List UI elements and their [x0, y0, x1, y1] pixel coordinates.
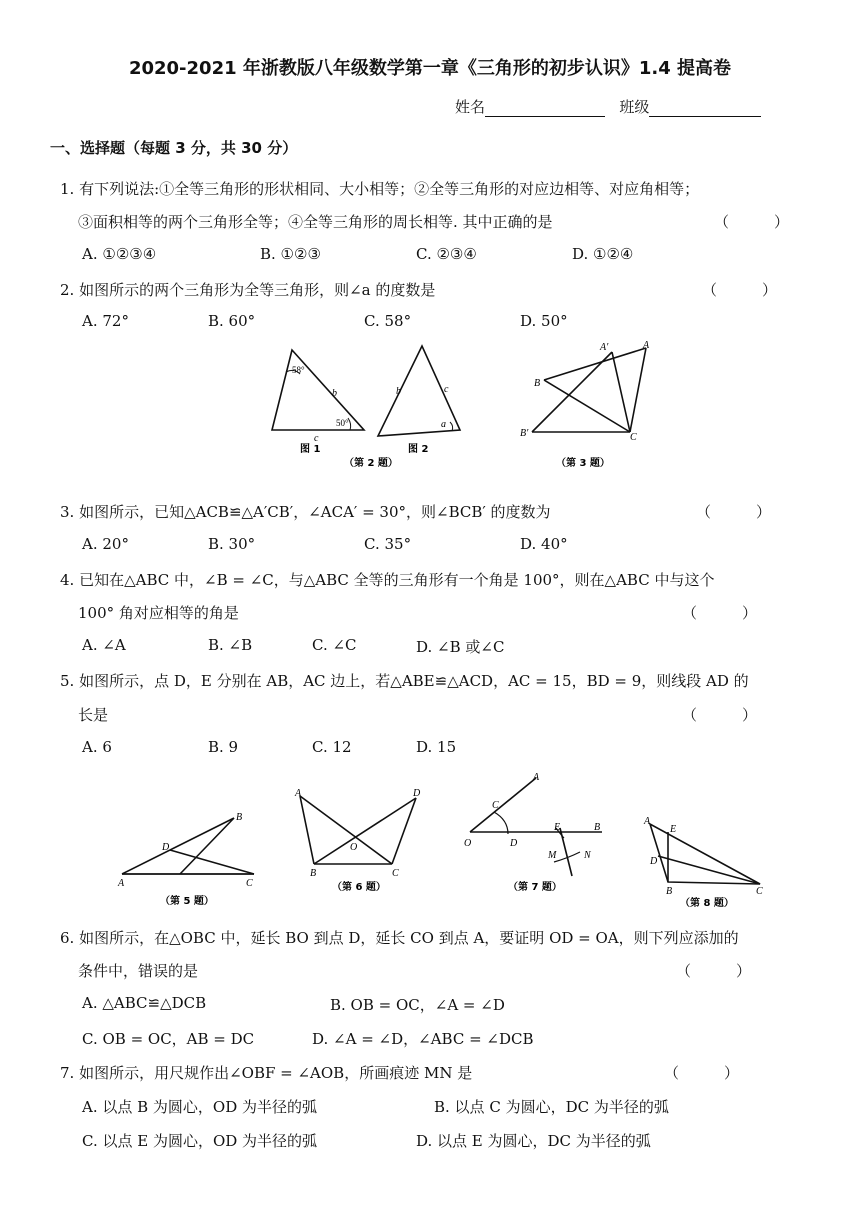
figure-3-diagram: [532, 348, 646, 432]
question-7-line1: 7. 如图所示，用尺规作出∠OBF = ∠AOB，所画痕迹 MN 是: [60, 1064, 473, 1082]
fig6-label-o: O: [350, 842, 358, 853]
fig6-label-d: D: [413, 788, 421, 799]
question-1-line2: ③面积相等的两个三角形全等；④全等三角形的周长相等. 其中正确的是: [78, 213, 553, 231]
fig7-label-a: A: [533, 772, 540, 783]
question-6-line2: 条件中，错误的是: [78, 962, 199, 980]
fig2-label-b2: b: [396, 386, 401, 397]
fig3-label-a: A: [643, 340, 650, 351]
option-c: C. 35°: [364, 535, 412, 553]
fig7-label-m: M: [548, 850, 557, 861]
fig6-caption: （第 6 题）: [332, 882, 386, 893]
option-a: A. 20°: [82, 535, 129, 553]
question-5-line2: 长是: [78, 706, 109, 724]
option-d: D. ∠B 或∠C: [416, 638, 505, 656]
option-a: A. 6: [82, 738, 112, 756]
fig7-label-d: D: [510, 838, 518, 849]
question-4-line1: 4. 已知在△ABC 中，∠B = ∠C，与△ABC 全等的三角形有一个角是 100°，则在△ABC 中与这个: [60, 571, 715, 589]
fig8-label-e: E: [670, 824, 677, 835]
class-blank: [649, 100, 761, 117]
name-class-line: [455, 96, 761, 117]
page-title: 2020-2021 年浙教版八年级数学第一章《三角形的初步认识》1.4 提高卷: [128, 58, 732, 79]
option-c: C. ∠C: [312, 636, 357, 654]
option-c: C. ②③④: [416, 245, 477, 263]
option-a: A. ①②③④: [82, 245, 157, 263]
name-label: 姓名: [455, 98, 486, 116]
option-b: B. 60°: [208, 312, 256, 330]
fig2-label-a: a: [441, 419, 446, 430]
option-d: D. 15: [416, 738, 457, 756]
option-b: B. 以点 C 为圆心，DC 为半径的弧: [434, 1098, 669, 1116]
fig2-label-c2: c: [444, 384, 449, 395]
figure-7-diagram: [470, 778, 602, 876]
option-a: A. ∠A: [82, 636, 126, 654]
question-3-line1: 3. 如图所示，已知△ACB≌△A′CB′，∠ACA′ = 30°，则∠BCB′ 的度数为: [60, 503, 551, 521]
fig5-label-d: D: [162, 842, 170, 853]
fig7-label-o: O: [464, 838, 472, 849]
figure-8-diagram: [650, 824, 760, 884]
fig6-label-a: A: [295, 788, 302, 799]
option-c: C. 58°: [364, 312, 412, 330]
option-b: B. 9: [208, 738, 239, 756]
figure-5-diagram: [122, 818, 254, 874]
fig8-label-b: B: [666, 886, 673, 897]
fig8-label-a: A: [644, 816, 651, 827]
option-b: B. ①②③: [260, 245, 321, 263]
figures-q5-q8: [110, 770, 790, 916]
answer-paren: （ ）: [682, 706, 758, 724]
fig5-caption: （第 5 题）: [160, 896, 214, 907]
option-a: A. △ABC≌△DCB: [82, 994, 207, 1012]
answer-paren: （ ）: [676, 962, 752, 980]
option-c: C. OB = OC，AB = DC: [82, 1030, 255, 1048]
option-d: D. ∠A = ∠D，∠ABC = ∠DCB: [312, 1030, 534, 1048]
fig7-label-e: E: [554, 822, 561, 833]
option-c: C. 12: [312, 738, 352, 756]
option-d: D. 50°: [520, 312, 568, 330]
fig6-label-c: C: [392, 868, 399, 879]
option-c: C. 以点 E 为圆心，OD 为半径的弧: [82, 1132, 318, 1150]
fig2-label-50: 50°: [336, 418, 349, 428]
figures-q2-q3: [260, 338, 800, 474]
fig3-label-c: C: [630, 432, 637, 443]
question-2-line1: 2. 如图所示的两个三角形为全等三角形，则∠a 的度数是: [60, 281, 436, 299]
figure-2-triangle-1: [272, 350, 364, 430]
fig3-label-a-prime: A′: [600, 342, 609, 353]
name-blank: [485, 100, 605, 117]
fig7-label-n: N: [584, 850, 591, 861]
fig6-label-b: B: [310, 868, 317, 879]
fig2-label-58: 58°: [292, 365, 305, 375]
figure-6-diagram: [300, 796, 416, 864]
option-b: B. 30°: [208, 535, 256, 553]
answer-paren: （ ）: [696, 503, 772, 521]
option-d: D. ①②④: [572, 245, 634, 263]
question-5-line1: 5. 如图所示，点 D，E 分别在 AB，AC 边上，若△ABE≌△ACD，AC = 15，BD = 9，则线段 AD 的: [60, 672, 749, 690]
fig7-label-c: C: [492, 800, 499, 811]
fig7-caption: （第 7 题）: [508, 882, 562, 893]
answer-paren: （ ）: [682, 604, 758, 622]
fig2-caption-2: 图 2: [408, 444, 429, 455]
answer-paren: （ ）: [714, 213, 790, 231]
option-b: B. OB = OC，∠A = ∠D: [330, 996, 505, 1014]
fig3-label-b-prime: B′: [520, 428, 529, 439]
fig2-label-b: b: [332, 388, 337, 399]
fig7-label-b: B: [594, 822, 601, 833]
fig2-label-c: c: [314, 433, 319, 444]
fig2-caption: （第 2 题）: [344, 458, 398, 469]
question-4-line2: 100° 角对应相等的角是: [78, 604, 239, 622]
fig8-label-c: C: [756, 886, 763, 897]
answer-paren: （ ）: [702, 281, 778, 299]
fig2-caption-1: 图 1: [300, 444, 321, 455]
option-b: B. ∠B: [208, 636, 253, 654]
fig8-label-d: D: [650, 856, 658, 867]
fig8-caption: （第 8 题）: [680, 898, 734, 909]
fig5-label-c: C: [246, 878, 253, 889]
option-a: A. 72°: [82, 312, 129, 330]
option-a: A. 以点 B 为圆心，OD 为半径的弧: [82, 1098, 318, 1116]
fig5-label-b: B: [236, 812, 243, 823]
option-d: D. 40°: [520, 535, 568, 553]
answer-paren: （ ）: [664, 1064, 740, 1082]
option-d: D. 以点 E 为圆心，DC 为半径的弧: [416, 1132, 651, 1150]
fig3-label-b: B: [534, 378, 541, 389]
question-6-line1: 6. 如图所示，在△OBC 中，延长 BO 到点 D，延长 CO 到点 A，要证明 OD = OA，则下列应添加的: [60, 929, 739, 947]
section-heading: 一、选择题（每题 3 分，共 30 分）: [50, 139, 298, 157]
fig3-caption: （第 3 题）: [556, 458, 610, 469]
question-1-line1: 1. 有下列说法:①全等三角形的形状相同、大小相等；②全等三角形的对应边相等、对应角相等；: [60, 180, 700, 198]
class-label: 班级: [619, 98, 650, 116]
fig5-label-a: A: [118, 878, 125, 889]
